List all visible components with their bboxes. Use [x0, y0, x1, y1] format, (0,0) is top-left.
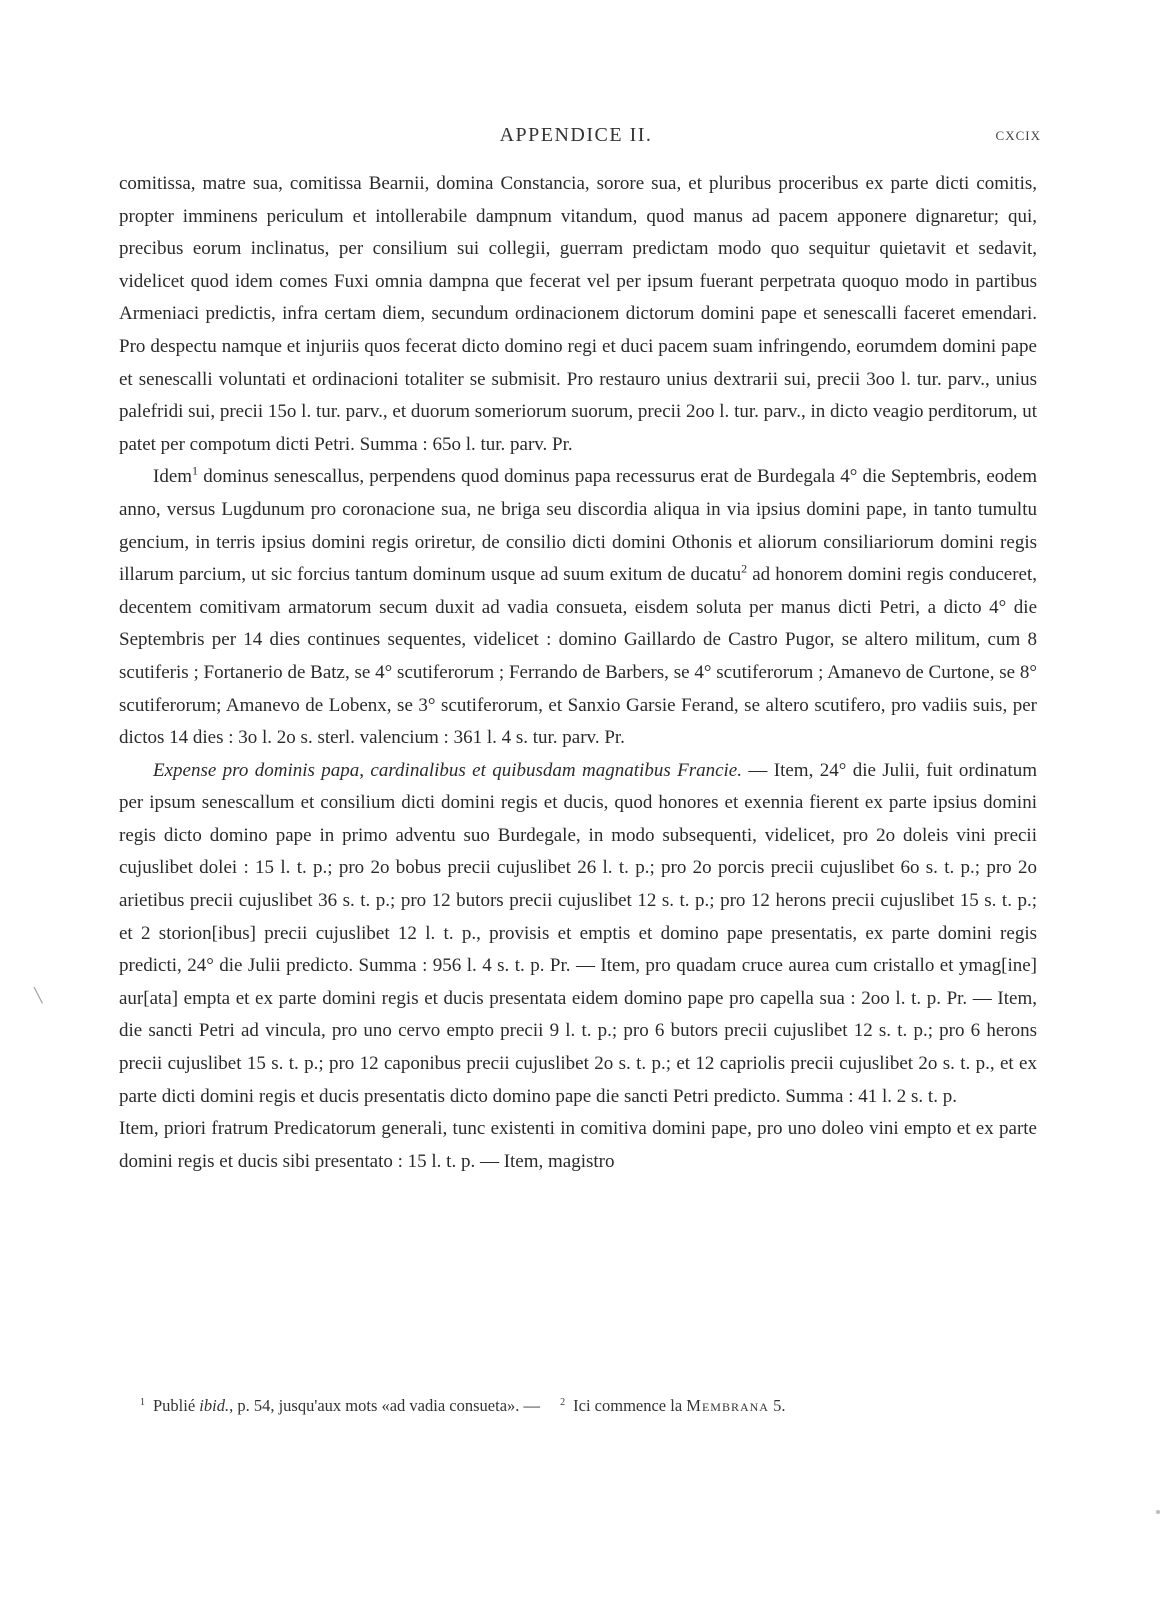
page-title: APPENDICE II.: [499, 124, 653, 146]
paragraph-4: Item, priori fratrum Predicatorum generali, tunc existenti in comitiva domini pape, pro uno doleo vini empto et ex parte domini regis et ducis sibi presentato : 15 l. t. p. — Item, magistro: [119, 1118, 1037, 1172]
paragraph-2: [119, 461, 1037, 754]
footnote-ref-2: 2: [741, 561, 748, 576]
p2-start: Idem: [153, 466, 193, 488]
footnote-2-pre: Ici commence la: [573, 1396, 687, 1415]
p2-mid: dominus senescallus, perpendens quod dominus papa recessurus erat de Burdegala 4° die Septembris, eodem anno, versus Lugdunum pro coronacione sua, ne briga seu discordia aliqua in via ipsius domini pape, in tanto tumultu gencium, in terris ipsius domini regis oriretur, de consilio dicti domini Othonis et aliorum consiliariorum domini regis illarum parcium, ut sic forcius tantum dominum usque ad suum exitum de ducatu: [119, 466, 1037, 586]
paragraph-3: [119, 755, 1037, 1114]
footnote-2-membrana: Membrana: [686, 1396, 769, 1415]
margin-tick-icon: ╲: [34, 989, 43, 1004]
paragraph-1: comitissa, matre sua, comitissa Bearnii, domina Constancia, sorore sua, et pluribus proceribus ex parte dicti comitis, propter imminens periculum et intollerabile dampnum vitandum, quod manus ad pacem apponere dignaretur; qui, precibus eorum inclinatus, per consilium sui collegii, guerram predictam modo quo sequitur quietavit et sedavit, videlicet quod idem comes Fuxi omnia dampna que fecerat vel per ipsum fuerant perpetrata quoquo modo in partibus Armeniaci predictis, infra certam diem, secundum ordinacionem dictorum domini pape et senescalli faceret emendari. Pro despectu namque et injuriis quos fecerat dicto domino regi et duci pacem suam infringendo, eorumdem domini pape et senescalli voluntati et ordinacioni totaliter se submisit. Pro restauro unius dextrarii sui, precii 3oo l. tur. parv., unius palefridi sui, precii 15o l. tur. parv., et duorum someriorum suorum, precii 2oo l. tur. parv., in dicto veagio perditorum, ut patet per compotum dicti Petri. Summa : 65o l. tur. parv. Pr.: [119, 173, 1037, 455]
running-head: [117, 124, 1041, 154]
footnote-1-post: , p. 54, jusqu'aux mots «ad vadia consueta». —: [229, 1396, 541, 1415]
footnote-1-ibid: ibid.: [199, 1396, 230, 1415]
footnote-1-mark: 1: [140, 1396, 145, 1408]
margin-dot-icon: [1156, 1510, 1160, 1514]
body-text: [119, 168, 1037, 1178]
p3-text: — Item, 24° die Julii, fuit ordinatum per ipsum senescallum et consilium dicti domini regis et ducis, quod honores et exennia fierent ex parte ipsius domini regis dicto domino pape in primo adventu suo Burdegale, in modo subsequenti, videlicet, pro 2o doleis vini precii cujuslibet dolei : 15 l. t. p.; pro 2o bobus precii cujuslibet 26 l. t. p.; pro 2o porcis precii cujuslibet 6o s. t. p.; pro 2o arietibus precii cujuslibet 36 s. t. p.; pro 12 butors precii cujuslibet 12 s. t. p.; pro 12 herons precii cujuslibet 15 s. t. p.; et 2 storion[ibus] precii cujuslibet 12 l. t. p., provisis et emptis et domino pape presentatis, ex parte domini regis predicti, 24° die Julii predicto. Summa : 956 l. 4 s. t. p. Pr. — Item, pro quadam cruce aurea cum cristallo et ymag[ine] aur[ata] empta et ex parte domini regis et ducis presentata eidem domino pape pro capella sua : 2oo l. t. p. Pr. — Item, die sancti Petri ad vincula, pro uno cervo empto precii 9 l. t. p.; pro 6 butors precii cujuslibet 12 s. t. p.; pro 6 herons precii cujuslibet 15 s. t. p.; pro 12 caponibus precii cujuslibet 2o s. t. p.; et 12 capriolis precii cujuslibet 2o s. t. p., et ex parte dicti domini regis et ducis presentatis dicto domino pape die sancti Petri predicto. Summa : 41 l. 2 s. t. p.: [119, 759, 1038, 1107]
footnote-2-mark: 2: [560, 1396, 566, 1408]
p2-end: ad honorem domini regis conduceret, decentem comitivam armatorum secum duxit ad vadia consueta, eisdem soluta per manus dicti Petri, a dicto 4° die Septembris per 14 dies continues sequentes, videlicet : domino Gaillardo de Castro Pugor, se altero militum, cum 8 scutiferis ; Fortanerio de Batz, se 4° scutiferorum ; Ferrando de Barbers, se 4° scutiferorum ; Amanevo de Curtone, se 8° scutiferorum; Amanevo de Lobenx, se 3° scutiferorum, et Sanxio Garsie Ferand, se altero scutifero, pro vadiis suis, per dictos 14 dies : 3o l. 2o s. sterl. valencium : 361 l. 4 s. tur. parv. Pr.: [119, 564, 1037, 749]
section-rubric: Expense pro dominis papa, cardinalibus et quibusdam magnatibus Francie.: [153, 759, 742, 781]
footnotes: [140, 1396, 1020, 1416]
footnote-2-post: 5.: [768, 1396, 786, 1415]
folio-number: CXCIX: [995, 128, 1041, 143]
footnote-ref-1: 1: [192, 464, 199, 479]
footnote-1-pre: Publié: [153, 1396, 200, 1415]
